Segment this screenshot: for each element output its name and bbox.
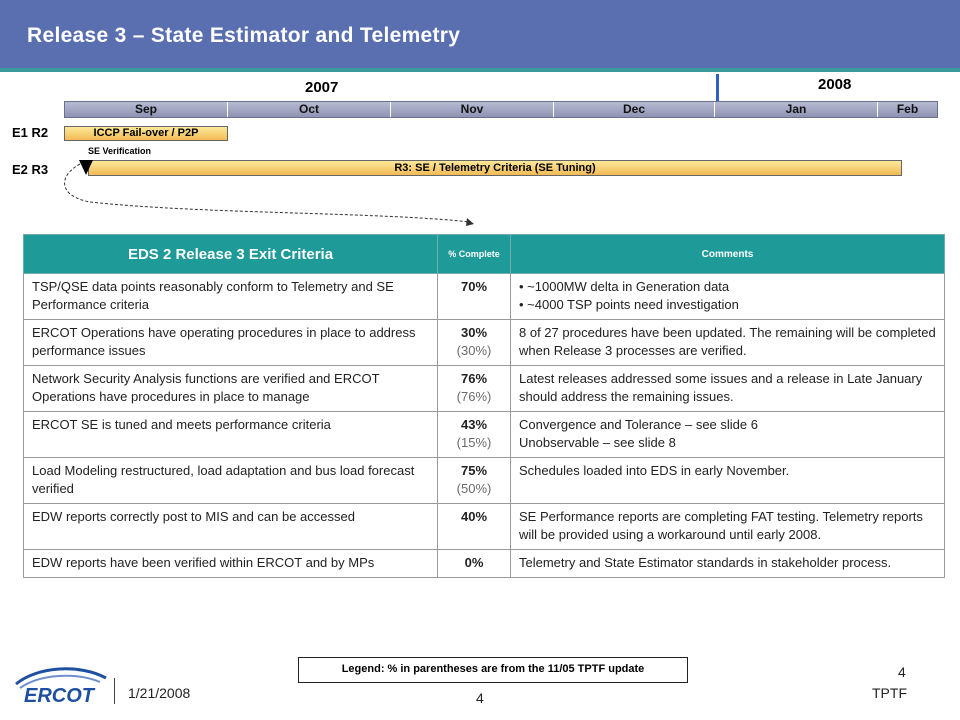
comments-cell [511, 274, 945, 320]
comment-line: Unobservable – see slide 8 [519, 435, 676, 450]
comments-cell: Latest releases addressed some issues and a release in Late January should address the remaining issues. [511, 366, 945, 412]
month-oct: Oct [228, 102, 391, 117]
comments-cell: SE Performance reports are completing FAT testing. Telemetry reports will be provided using a workaround until early 2008. [511, 504, 945, 550]
criteria-cell: Network Security Analysis functions are verified and ERCOT Operations have procedures in place to manage [24, 366, 438, 412]
comments-cell: 8 of 27 procedures have been updated. The remaining will be completed when Release 3 processes are verified. [511, 320, 945, 366]
percent-current: 70% [460, 279, 488, 294]
table-row [24, 458, 945, 504]
exit-criteria-table [23, 234, 945, 578]
milestone-label-se-verification: SE Verification [88, 146, 152, 156]
month-dec: Dec [554, 102, 715, 117]
percent-cell [438, 320, 511, 366]
month-nov: Nov [391, 102, 554, 117]
table-row [24, 504, 945, 550]
comment-bullet: • ~4000 TSP points need investigation [519, 297, 739, 312]
percent-current: 43% [460, 417, 488, 432]
percent-previous: (50%) [456, 481, 492, 496]
percent-cell [438, 412, 511, 458]
month-jan: Jan [715, 102, 878, 117]
comments-cell: Telemetry and State Estimator standards in stakeholder process. [511, 550, 945, 578]
footer-separator [114, 678, 115, 704]
percent-cell [438, 274, 511, 320]
percent-cell [438, 504, 511, 550]
comment-line: Convergence and Tolerance – see slide 6 [519, 417, 758, 432]
month-feb: Feb [896, 102, 919, 116]
percent-current: 0% [464, 555, 484, 570]
year-2008-label: 2008 [818, 76, 852, 93]
percent-cell [438, 550, 511, 578]
month-sep: Sep [65, 102, 228, 117]
percent-previous: (30%) [456, 343, 492, 358]
percent-previous: (15%) [456, 435, 492, 450]
table-row [24, 366, 945, 412]
criteria-cell: ERCOT SE is tuned and meets performance criteria [24, 412, 438, 458]
arrowhead-icon [466, 218, 474, 226]
page-number-right: 4 [898, 664, 906, 680]
percent-current: 40% [460, 509, 488, 524]
page-number-center: 4 [476, 690, 484, 706]
comment-bullet: • ~1000MW delta in Generation data [519, 279, 730, 294]
criteria-cell: EDW reports have been verified within ERCOT and by MPs [24, 550, 438, 578]
logo-wordmark: ERCOT [24, 685, 94, 707]
percent-previous: (76%) [456, 389, 492, 404]
year-2007-label: 2007 [305, 79, 339, 96]
percent-current: 30% [460, 325, 488, 340]
legend-box: Legend: % in parentheses are from the 11/05 TPTF update [298, 657, 688, 683]
row-label-e2-r3: E2 R3 [12, 162, 49, 177]
table-header-row [24, 235, 945, 274]
criteria-cell: ERCOT Operations have operating procedures in place to address performance issues [24, 320, 438, 366]
table-row [24, 550, 945, 578]
table-row [24, 274, 945, 320]
header-percent-complete: % Complete [438, 235, 511, 274]
percent-current: 76% [460, 371, 488, 386]
criteria-cell: EDW reports correctly post to MIS and can be accessed [24, 504, 438, 550]
task-bar-r3-se-telemetry: R3: SE / Telemetry Criteria (SE Tuning) [88, 160, 902, 176]
header-criteria: EDS 2 Release 3 Exit Criteria [24, 235, 438, 274]
criteria-cell: Load Modeling restructured, load adaptation and bus load forecast verified [24, 458, 438, 504]
footer-org: TPTF [872, 685, 907, 701]
row-label-e1-r2: E1 R2 [12, 125, 49, 140]
ercot-logo [10, 664, 110, 710]
timeline-graphics [0, 0, 960, 240]
slide-title: Release 3 – State Estimator and Telemetry [27, 24, 461, 47]
percent-cell [438, 458, 511, 504]
task-bar-iccp: ICCP Fail-over / P2P [64, 126, 228, 141]
table-row [24, 320, 945, 366]
table-row [24, 412, 945, 458]
percent-current: 75% [460, 463, 488, 478]
comments-cell [511, 412, 945, 458]
dependency-arrow-icon [65, 164, 470, 222]
header-comments: Comments [511, 235, 945, 274]
milestone-marker-icon [79, 160, 93, 175]
comments-cell: Schedules loaded into EDS in early November. [511, 458, 945, 504]
criteria-cell: TSP/QSE data points reasonably conform to Telemetry and SE Performance criteria [24, 274, 438, 320]
percent-cell [438, 366, 511, 412]
footer-date: 1/21/2008 [128, 685, 191, 701]
